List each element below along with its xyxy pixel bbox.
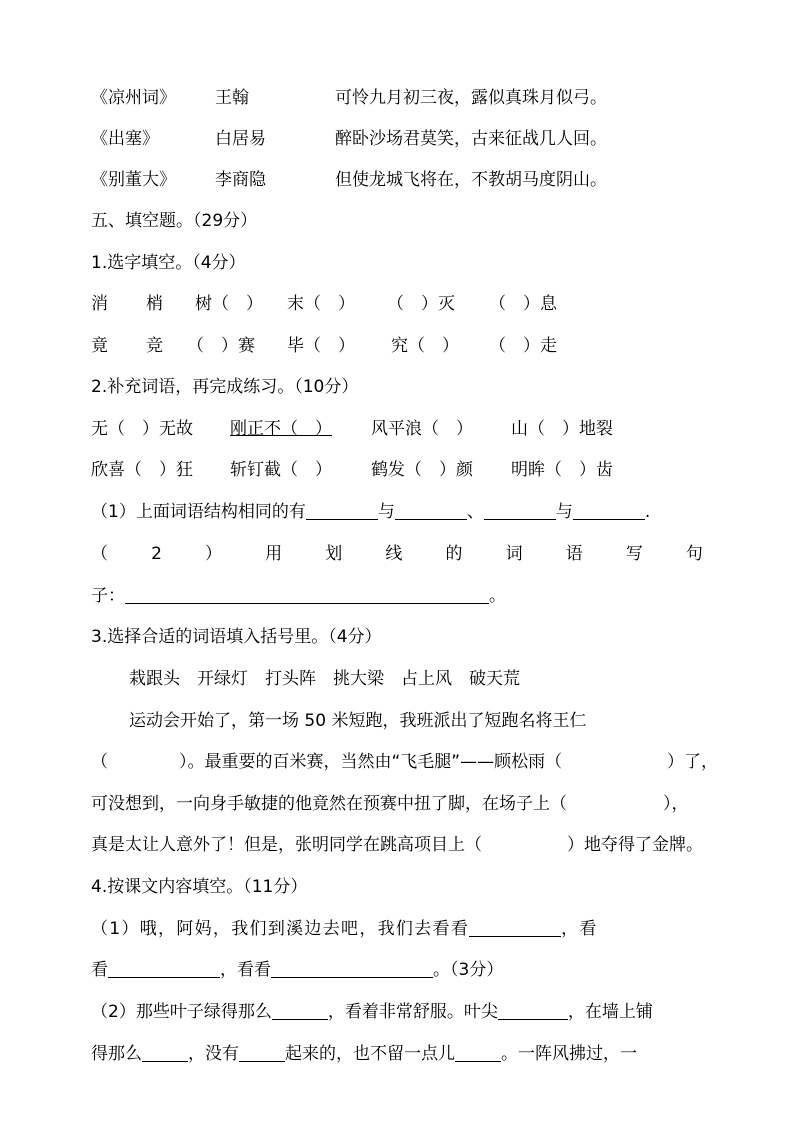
sub-question-char: 2: [151, 544, 162, 564]
idiom-blank[interactable]: 风平浪（ ）: [371, 419, 473, 439]
answer-line[interactable]: [125, 585, 489, 604]
sub-question-char: 句: [685, 544, 703, 564]
idiom-blank[interactable]: 明眸（ ）齿: [511, 460, 613, 480]
idiom-blank[interactable]: 无（ ）无故: [91, 419, 193, 439]
bracket-text: （: [91, 752, 108, 772]
fill-blank[interactable]: 毕（ ）: [287, 336, 355, 356]
connector-text: 与: [555, 502, 573, 522]
sub-question-char: 用: [265, 544, 283, 564]
answer-line[interactable]: [455, 1043, 501, 1062]
fill-blank[interactable]: 末（ ）: [287, 294, 355, 314]
end-mark: 。: [489, 586, 506, 606]
question-2-heading: 2.补充词语，再完成练习。（10分）: [91, 377, 359, 397]
sub-question-text: ，看看: [220, 960, 271, 980]
fill-blank[interactable]: （ ）走: [489, 336, 557, 356]
sub-question-text: 。（3分）: [433, 960, 504, 980]
sub-question-char: 的: [445, 544, 463, 564]
idiom-blank[interactable]: 斩钉截（ ）: [230, 460, 332, 480]
poem-verse: 可怜九月初三夜，露似真珠月似弓。: [335, 88, 607, 108]
fill-blank[interactable]: 究（ ）: [391, 336, 459, 356]
paragraph-text: ）。最重要的百米赛，当然由“飞毛腿”——顾松雨（: [179, 752, 563, 772]
answer-line[interactable]: [306, 501, 378, 520]
poem-title: 《凉州词》: [91, 88, 176, 108]
sub-question-char: 划: [325, 544, 343, 564]
section-heading: 五、填空题。（29分）: [91, 211, 258, 231]
idiom-blank-underlined[interactable]: 刚正不（ ）: [230, 419, 332, 439]
poem-verse: 醉卧沙场君莫笑，古来征战几人回。: [335, 129, 607, 149]
q3-paragraph-line-1: 运动会开始了，第一场 50 米短跑，我班派出了短跑名将王仁: [129, 711, 587, 731]
poem-author: 白居易: [215, 129, 266, 149]
q2-sub-1: [91, 500, 650, 524]
sub-question-char: 线: [385, 544, 403, 564]
sub-question-text: 子：: [91, 586, 125, 606]
poem-verse: 但使龙城飞将在，不教胡马度阴山。: [335, 170, 607, 190]
connector-text: 与: [377, 502, 395, 522]
answer-line[interactable]: [484, 501, 556, 520]
sub-question-char: （: [91, 544, 108, 564]
fill-blank[interactable]: （ ）息: [489, 294, 557, 314]
sub-question-text: ，看: [561, 919, 598, 939]
paragraph-text: 真是太让人意外了！但是，张明同学在跳高项目上（: [91, 835, 482, 855]
answer-line[interactable]: [395, 501, 467, 520]
answer-line[interactable]: [271, 959, 433, 978]
q4-sub-2-line-2: [91, 1042, 637, 1066]
sub-question-char: 写: [625, 544, 643, 564]
q3-word-options: 栽跟头 开绿灯 打头阵 挑大梁 占上风 破天荒: [129, 669, 520, 689]
char-option: 竞: [146, 336, 163, 356]
fill-blank[interactable]: 树（ ）: [195, 294, 263, 314]
q4-sub-2-line-1: [91, 1000, 653, 1024]
fill-blank[interactable]: （ ）赛: [187, 336, 255, 356]
sub-question-text: 得那么: [91, 1044, 142, 1064]
separator-text: 、: [466, 502, 484, 522]
poem-author: 李商隐: [215, 170, 266, 190]
poem-title: 《出塞》: [91, 129, 159, 149]
answer-line[interactable]: [573, 501, 645, 520]
answer-line[interactable]: [142, 1043, 188, 1062]
q2-sub-2: [91, 542, 703, 566]
paragraph-text: ），: [663, 794, 689, 814]
answer-line[interactable]: [272, 1001, 328, 1020]
char-option: 梢: [146, 294, 163, 314]
sub-question-text: ，在墙上铺: [567, 1002, 653, 1022]
answer-line[interactable]: [239, 1043, 285, 1062]
sub-question-text: ，没有: [188, 1044, 239, 1064]
paragraph-text: ）了，: [667, 752, 718, 772]
fill-blank[interactable]: （ ）灭: [387, 294, 455, 314]
idiom-blank[interactable]: 山（ ）地裂: [511, 419, 613, 439]
answer-line[interactable]: [498, 1001, 568, 1020]
sub-question-char: ）: [205, 544, 223, 564]
q4-sub-1-line-1: [91, 917, 598, 941]
end-mark: .: [644, 502, 651, 522]
question-4-heading: 4.按课文内容填空。（11分）: [91, 877, 308, 897]
answer-line[interactable]: [469, 918, 561, 937]
char-option: 竟: [91, 336, 108, 356]
q4-sub-1-line-2: [91, 958, 503, 982]
sub-question-text: （1）哦，阿妈，我们到溪边去吧，我们去看看: [91, 919, 470, 939]
question-3-heading: 3.选择合适的词语填入括号里。（4分）: [91, 627, 382, 647]
sub-question-text: ，看着非常舒服。叶尖: [327, 1002, 498, 1022]
idiom-blank[interactable]: 鹤发（ ）颜: [371, 460, 473, 480]
poem-title: 《别董大》: [91, 170, 176, 190]
char-option: 消: [91, 294, 108, 314]
sub-question-char: 词: [505, 544, 523, 564]
idiom-blank[interactable]: 欣喜（ ）狂: [91, 460, 193, 480]
sub-question-text: 看: [91, 960, 108, 980]
sub-question-text: 。一阵风拂过，一: [501, 1044, 637, 1064]
sub-question-text: 起来的，也不留一点儿: [285, 1044, 455, 1064]
sub-question-text: （2）那些叶子绿得那么: [91, 1002, 272, 1022]
q2-sub-2-answer: [91, 584, 506, 608]
answer-line[interactable]: [108, 959, 220, 978]
sub-question-char: 语: [565, 544, 583, 564]
poem-author: 王翰: [215, 88, 249, 108]
sub-question-text: （1）上面词语结构相同的有: [91, 502, 306, 522]
paragraph-text: ）地夺得了金牌。: [567, 835, 703, 855]
question-1-heading: 1.选字填空。（4分）: [91, 253, 246, 273]
paragraph-text: 可没想到，一向身手敏捷的他竟然在预赛中扭了脚，在场子上（: [91, 794, 567, 814]
